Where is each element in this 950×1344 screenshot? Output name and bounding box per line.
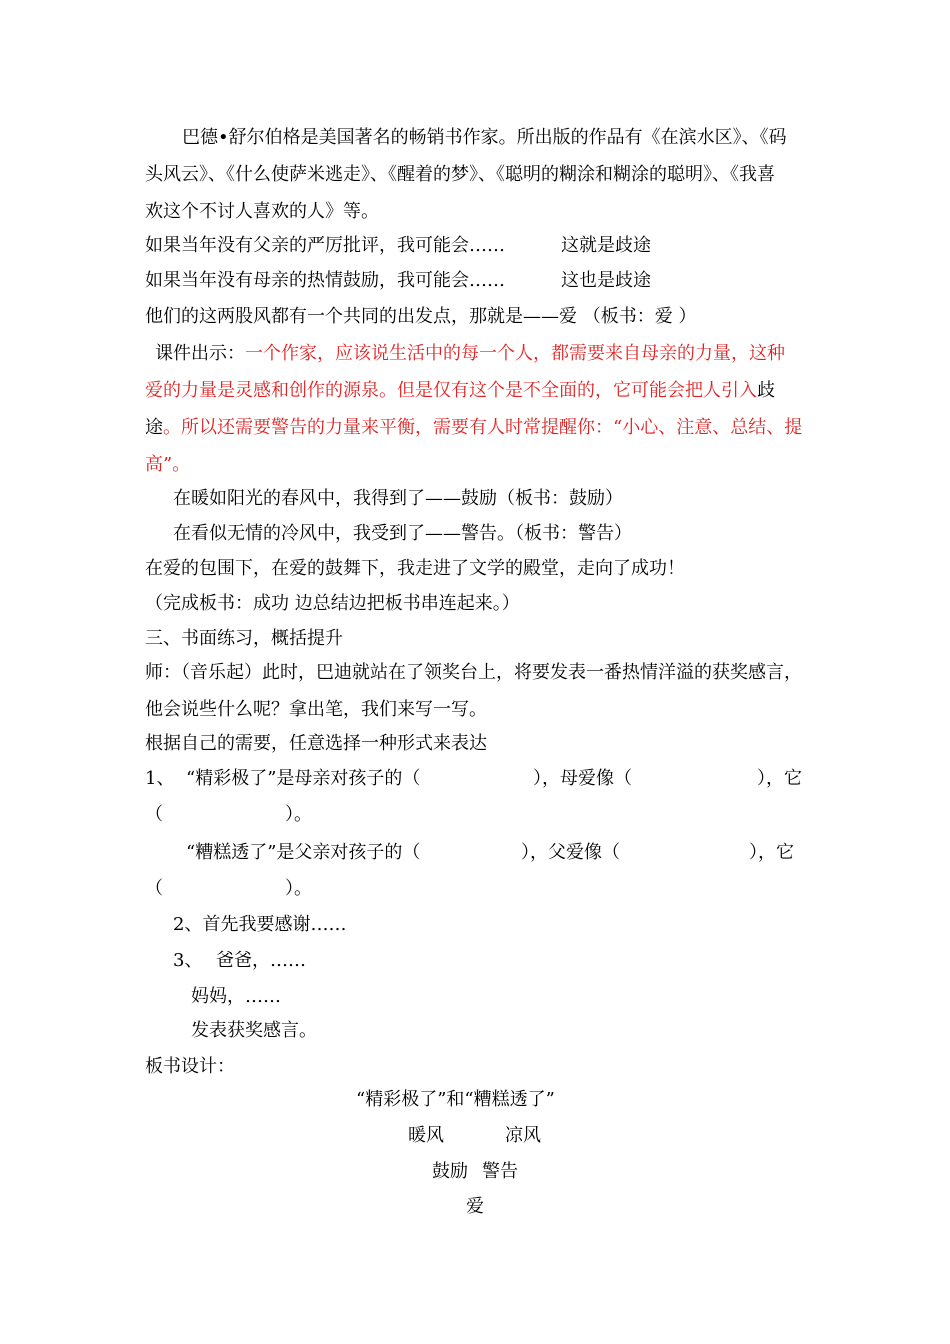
exercise-2-line: 2、首先我要感谢……	[173, 914, 347, 935]
love-line: 他们的这两股风都有一个共同的出发点，那就是——爱 （板书：爱 ）	[145, 306, 697, 327]
father-criticism-line: 如果当年没有父亲的严厉批评，我可能会……	[145, 235, 505, 256]
exercise-3-dad-line: 爸爸，……	[216, 950, 306, 971]
courseware-line-2	[145, 379, 775, 403]
exercise-1-text-e: ）。	[285, 804, 312, 825]
courseware-black-char-2: 途	[145, 417, 163, 438]
board-title: “精彩极了”和“糟糕透了”	[356, 1089, 555, 1110]
courseware-prefix: 课件出示：	[155, 343, 245, 364]
courseware-red-text-2: 爱的力量是灵感和创作的源泉。但是仅有这个是不全面的，它可能会把人引入	[145, 380, 757, 401]
mother-wrong-path: 这也是歧途	[561, 270, 651, 291]
success-line: 在爱的包围下，在爱的鼓舞下，我走进了文学的殿堂，走向了成功！	[145, 558, 685, 579]
board-warning: 警告	[482, 1161, 518, 1182]
courseware-line-4	[145, 453, 190, 477]
warm-wind-line: 在暖如阳光的春风中，我得到了——鼓励（板书：鼓励）	[173, 488, 623, 509]
exercise-1-father-text-c: ），它	[749, 842, 794, 863]
exercise-3-number: 3、	[173, 950, 203, 971]
courseware-line-1	[155, 342, 785, 366]
board-encourage: 鼓励	[432, 1161, 468, 1182]
exercise-3-speech-line: 发表获奖感言。	[191, 1020, 317, 1041]
exercise-3-mom-line: 妈妈，……	[191, 986, 281, 1007]
complete-board-line: （完成板书：成功 边总结边把板书串连起来。）	[145, 593, 520, 614]
mother-encourage-line: 如果当年没有母亲的热情鼓励，我可能会……	[145, 270, 505, 291]
exercise-1-number: 1、	[145, 768, 175, 789]
exercise-1-father-text-b: ），父爱像（	[521, 842, 620, 863]
exercise-1-text-c: ），它	[757, 768, 802, 789]
courseware-black-char-1: 歧	[757, 380, 775, 401]
teacher-line-1: 师：（音乐起）此时，巴迪就站在了领奖台上，将要发表一番热情洋溢的获奖感言，	[145, 662, 802, 683]
exercise-1-text-d: （	[145, 804, 163, 825]
exercise-1-father-text-e: ）。	[285, 878, 312, 899]
intro-line-2: 头风云》、《什么使萨米逃走》、《醒着的梦》、《聪明的糊涂和糊涂的聪明》、《我喜	[145, 164, 775, 185]
choose-form-line: 根据自己的需要，任意选择一种形式来表达	[145, 733, 487, 754]
exercise-1-text-a: “精彩极了”是母亲对孩子的（	[186, 768, 421, 789]
exercise-1-text-b: ），母爱像（	[533, 768, 632, 789]
courseware-red-text-3: 。所以还需要警告的力量来平衡，需要有人时常提醒你：“小心、注意、总结、提	[163, 417, 803, 438]
section-three-heading: 三、书面练习，概括提升	[145, 628, 343, 649]
intro-line-3: 欢这个不讨人喜欢的人》等。	[145, 201, 379, 222]
cold-wind-line: 在看似无情的冷风中，我受到了——警告。（板书：警告）	[173, 523, 632, 544]
courseware-red-text-4: 高”。	[145, 454, 191, 475]
exercise-1-father-text-a: “糟糕透了”是父亲对孩子的（	[186, 842, 421, 863]
board-love: 爱	[466, 1196, 484, 1217]
board-cool-wind: 凉风	[505, 1125, 541, 1146]
father-wrong-path: 这就是歧途	[561, 235, 651, 256]
board-warm-wind: 暖风	[408, 1125, 444, 1146]
teacher-line-2: 他会说些什么呢？拿出笔，我们来写一写。	[145, 699, 487, 720]
courseware-red-text-1: 一个作家，应该说生活中的每一个人，都需要来自母亲的力量，这种	[245, 343, 785, 364]
intro-line-1: 巴德•舒尔伯格是美国著名的畅销书作家。所出版的作品有《在滨水区》、《码	[182, 127, 787, 148]
exercise-1-father-text-d: （	[145, 878, 163, 899]
courseware-line-3	[145, 416, 802, 440]
board-design-label: 板书设计：	[145, 1056, 235, 1077]
